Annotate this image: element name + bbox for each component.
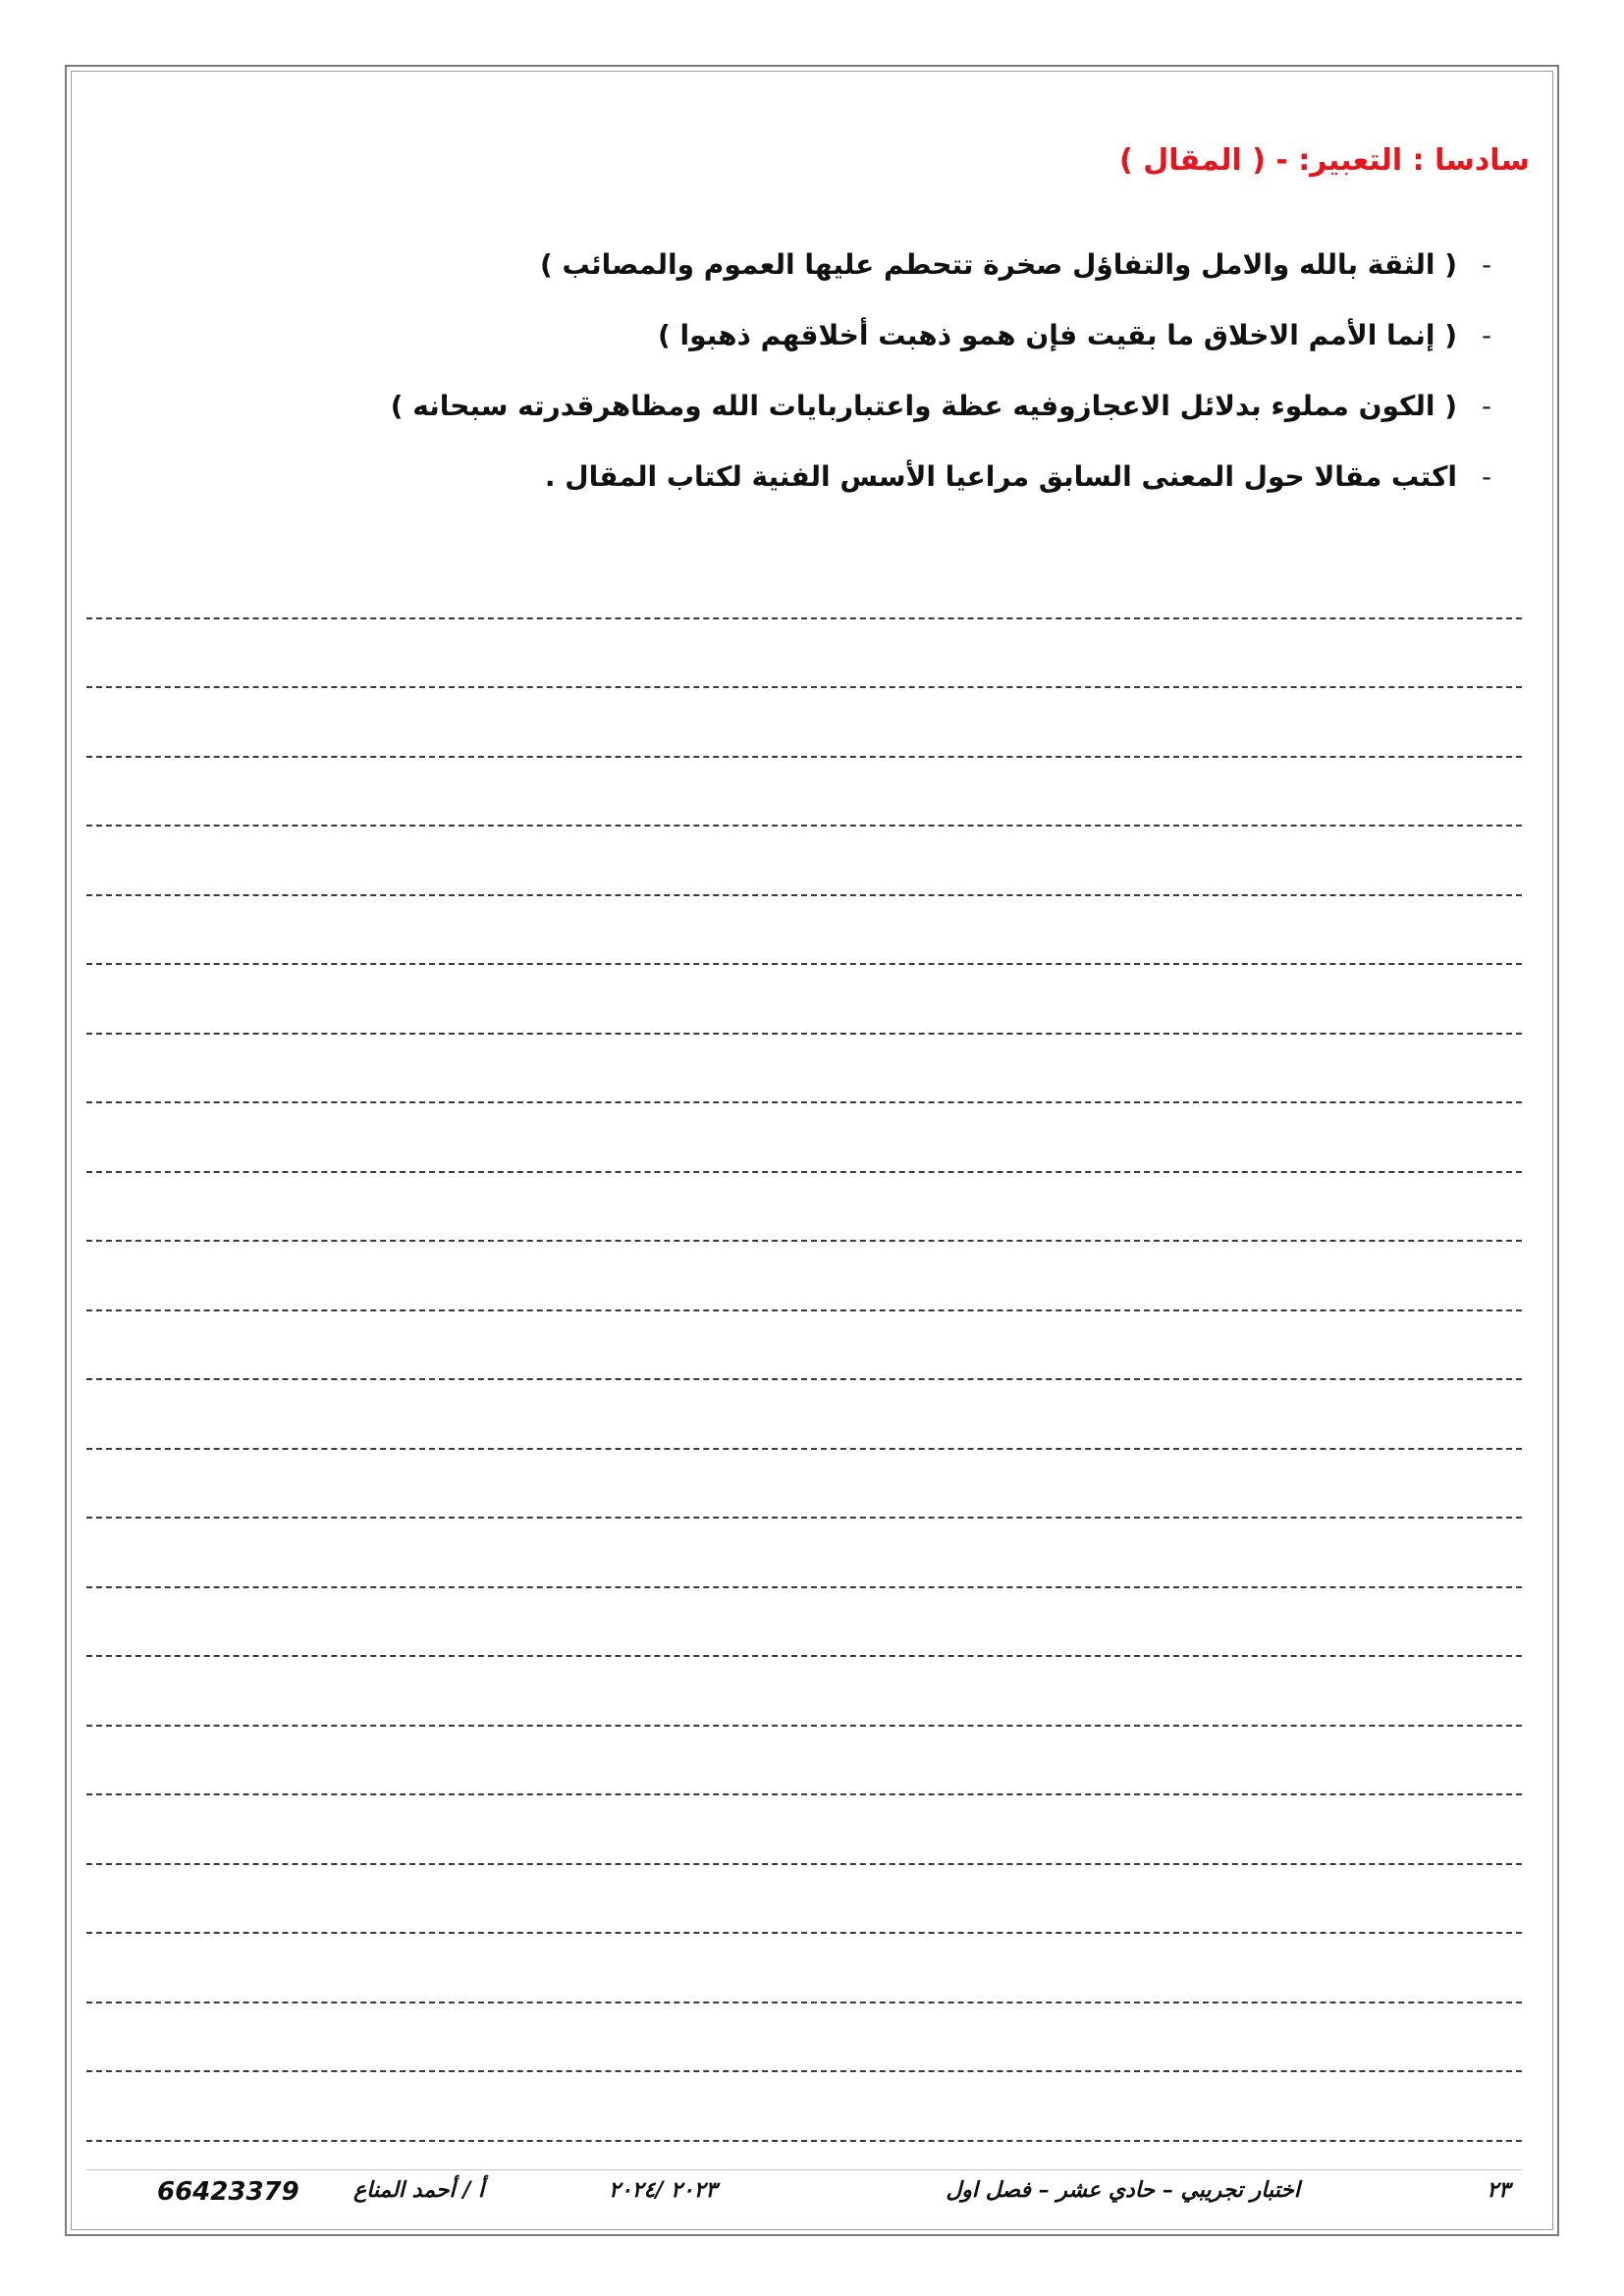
writing-line[interactable] [86,1242,1522,1311]
writing-line[interactable] [86,1588,1522,1658]
writing-line[interactable] [86,1657,1522,1727]
prompt-list [161,245,1516,528]
writing-line[interactable] [86,1103,1522,1173]
writing-line[interactable] [86,827,1522,896]
bullet-dash: - [1481,248,1492,281]
academic-year: ٢٠٢٣ /٢٠٢٤ [609,2177,718,2203]
teacher-name: أ / أحمد المناع [353,2177,485,2203]
writing-line[interactable] [86,896,1522,966]
bullet-dash: - [1481,390,1492,422]
bullet-dash: - [1481,319,1492,351]
writing-line[interactable] [86,688,1522,758]
writing-line[interactable] [86,619,1522,689]
prompt-text: ( إنما الأمم الاخلاق ما بقيت فإن همو ذهبت أخلاقهم ذهبوا ) [658,319,1457,351]
writing-line[interactable] [86,1173,1522,1243]
writing-line[interactable] [86,965,1522,1035]
writing-line[interactable] [86,2072,1522,2142]
writing-line[interactable] [86,1865,1522,1935]
prompt-item [161,316,1516,387]
writing-line[interactable] [86,2003,1522,2073]
writing-line[interactable] [86,1934,1522,2003]
writing-line[interactable] [86,1035,1522,1104]
section-heading: سادسا : التعبير: - ( المقال ) [1119,143,1530,178]
writing-line[interactable] [86,1519,1522,1588]
prompt-text: ( الكون مملوء بدلائل الاعجازوفيه عظة واعتباربايات الله ومظاهرقدرته سبحانه ) [390,390,1457,422]
writing-line[interactable] [86,758,1522,828]
writing-line[interactable] [86,1795,1522,1865]
prompt-item [161,457,1516,528]
writing-area[interactable] [86,550,1522,2142]
writing-line[interactable] [86,1311,1522,1381]
prompt-text: ( الثقة بالله والامل والتفاؤل صخرة تتحطم عليها العموم والمصائب ) [539,248,1457,281]
writing-line[interactable] [86,1727,1522,1796]
prompt-item [161,387,1516,457]
instruction-text: اكتب مقالا حول المعنى السابق مراعيا الأسس الفنية لكتاب المقال . [544,460,1457,493]
page-number: ٢٣ [1487,2177,1510,2203]
writing-line[interactable] [86,550,1522,619]
footer-divider [86,2169,1522,2170]
exam-title: اختبار تجريبي – حادي عشر – فصل اول [946,2177,1300,2203]
teacher-phone: 66423379 [157,2177,299,2207]
writing-line[interactable] [86,1450,1522,1520]
writing-line[interactable] [86,1380,1522,1450]
bullet-dash: - [1481,460,1492,493]
prompt-item [161,245,1516,316]
